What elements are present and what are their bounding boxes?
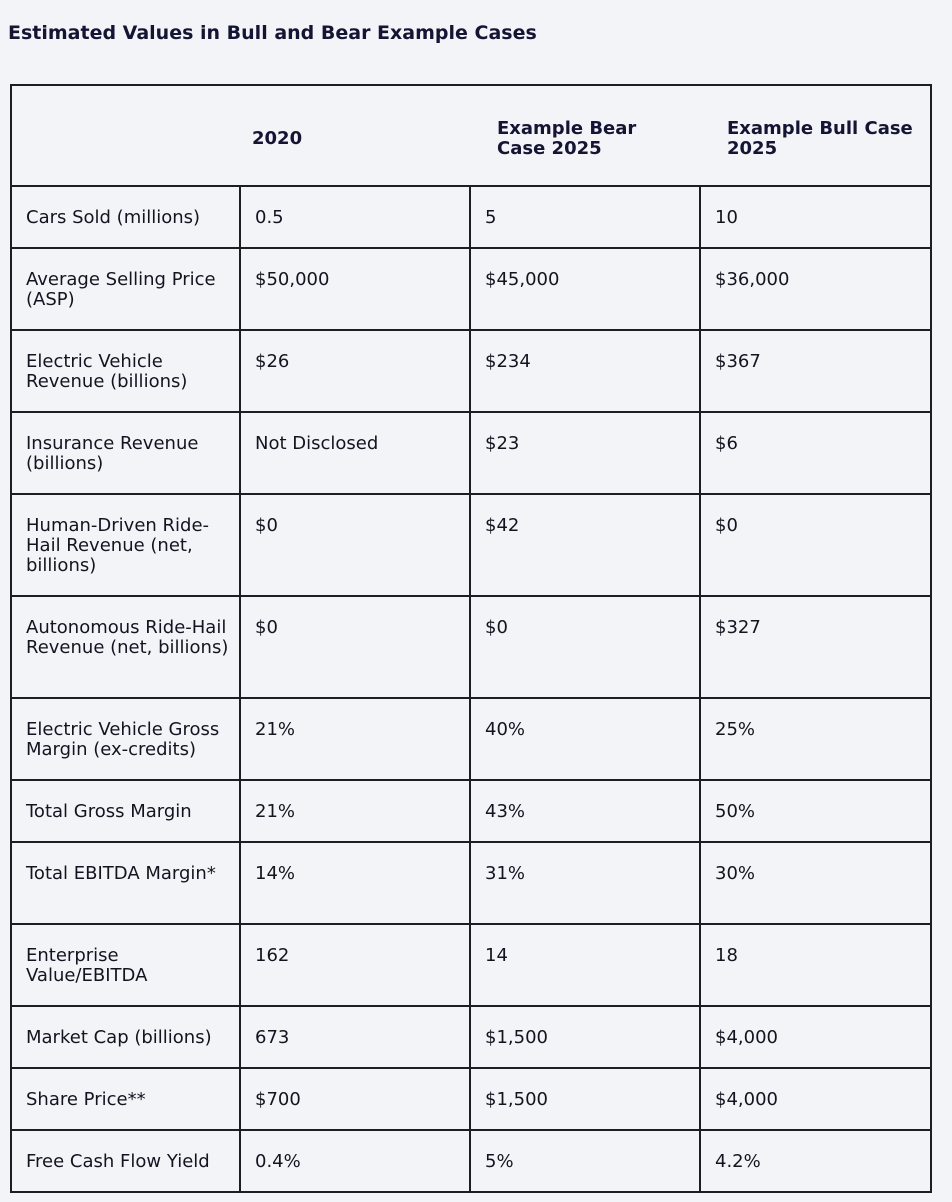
row-label: Human-Driven Ride-Hail Revenue (net, billions): [11, 494, 240, 596]
cell-2020: 0.5: [240, 186, 470, 248]
table-row: [11, 698, 931, 780]
cell-2020: $26: [240, 330, 470, 412]
cell-bull: 30%: [700, 842, 931, 924]
row-label: Share Price**: [11, 1068, 240, 1130]
row-label: Autonomous Ride-Hail Revenue (net, billions): [11, 596, 240, 698]
cell-bull: $36,000: [700, 248, 931, 330]
cell-2020: $700: [240, 1068, 470, 1130]
cell-2020: 21%: [240, 698, 470, 780]
row-label: Cars Sold (millions): [11, 186, 240, 248]
cell-bull: $327: [700, 596, 931, 698]
row-label: Average Selling Price (ASP): [11, 248, 240, 330]
cell-bull: 25%: [700, 698, 931, 780]
row-label: Market Cap (billions): [11, 1006, 240, 1068]
cell-bear: $1,500: [470, 1068, 700, 1130]
cell-bull: $0: [700, 494, 931, 596]
table-row: [11, 1130, 931, 1192]
row-label: Electric Vehicle Revenue (billions): [11, 330, 240, 412]
cell-bear: $42: [470, 494, 700, 596]
cell-bull: $4,000: [700, 1006, 931, 1068]
cell-bull: 10: [700, 186, 931, 248]
cell-bear: 40%: [470, 698, 700, 780]
table-row: [11, 1006, 931, 1068]
page-title: Estimated Values in Bull and Bear Example Cases: [8, 22, 537, 44]
table-row: [11, 412, 931, 494]
cell-2020: $0: [240, 596, 470, 698]
row-label: Total Gross Margin: [11, 780, 240, 842]
table-row: [11, 596, 931, 698]
table-row: [11, 186, 931, 248]
table-header-row: [11, 85, 931, 186]
cell-2020: 162: [240, 924, 470, 1006]
table-row: [11, 248, 931, 330]
table-row: [11, 842, 931, 924]
header-bear-case: Example Bear Case 2025: [470, 85, 700, 186]
cell-2020: Not Disclosed: [240, 412, 470, 494]
table-row: [11, 494, 931, 596]
cell-bull: 4.2%: [700, 1130, 931, 1192]
cell-bull: 50%: [700, 780, 931, 842]
cell-bear: $0: [470, 596, 700, 698]
cell-bear: 43%: [470, 780, 700, 842]
table-row: [11, 780, 931, 842]
cell-bear: $23: [470, 412, 700, 494]
header-2020: 2020: [240, 85, 470, 186]
header-empty-cell: [11, 85, 240, 186]
cell-bull: 18: [700, 924, 931, 1006]
cell-bear: 31%: [470, 842, 700, 924]
row-label: Free Cash Flow Yield: [11, 1130, 240, 1192]
cell-2020: $0: [240, 494, 470, 596]
cell-bull: $4,000: [700, 1068, 931, 1130]
header-bull-case: Example Bull Case 2025: [700, 85, 931, 186]
cell-bear: $234: [470, 330, 700, 412]
row-label: Insurance Revenue (billions): [11, 412, 240, 494]
cell-bear: $1,500: [470, 1006, 700, 1068]
cell-2020: $50,000: [240, 248, 470, 330]
cell-2020: 673: [240, 1006, 470, 1068]
cell-2020: 14%: [240, 842, 470, 924]
cell-2020: 21%: [240, 780, 470, 842]
cell-bear: 5%: [470, 1130, 700, 1192]
table-row: [11, 1068, 931, 1130]
cell-2020: 0.4%: [240, 1130, 470, 1192]
cell-bull: $367: [700, 330, 931, 412]
cell-bear: $45,000: [470, 248, 700, 330]
table-row: [11, 924, 931, 1006]
row-label: Total EBITDA Margin*: [11, 842, 240, 924]
row-label: Electric Vehicle Gross Margin (ex-credits): [11, 698, 240, 780]
row-label: Enterprise Value/EBITDA: [11, 924, 240, 1006]
table-row: [11, 330, 931, 412]
cell-bull: $6: [700, 412, 931, 494]
cell-bear: 5: [470, 186, 700, 248]
cell-bear: 14: [470, 924, 700, 1006]
estimates-table: [10, 84, 932, 1193]
